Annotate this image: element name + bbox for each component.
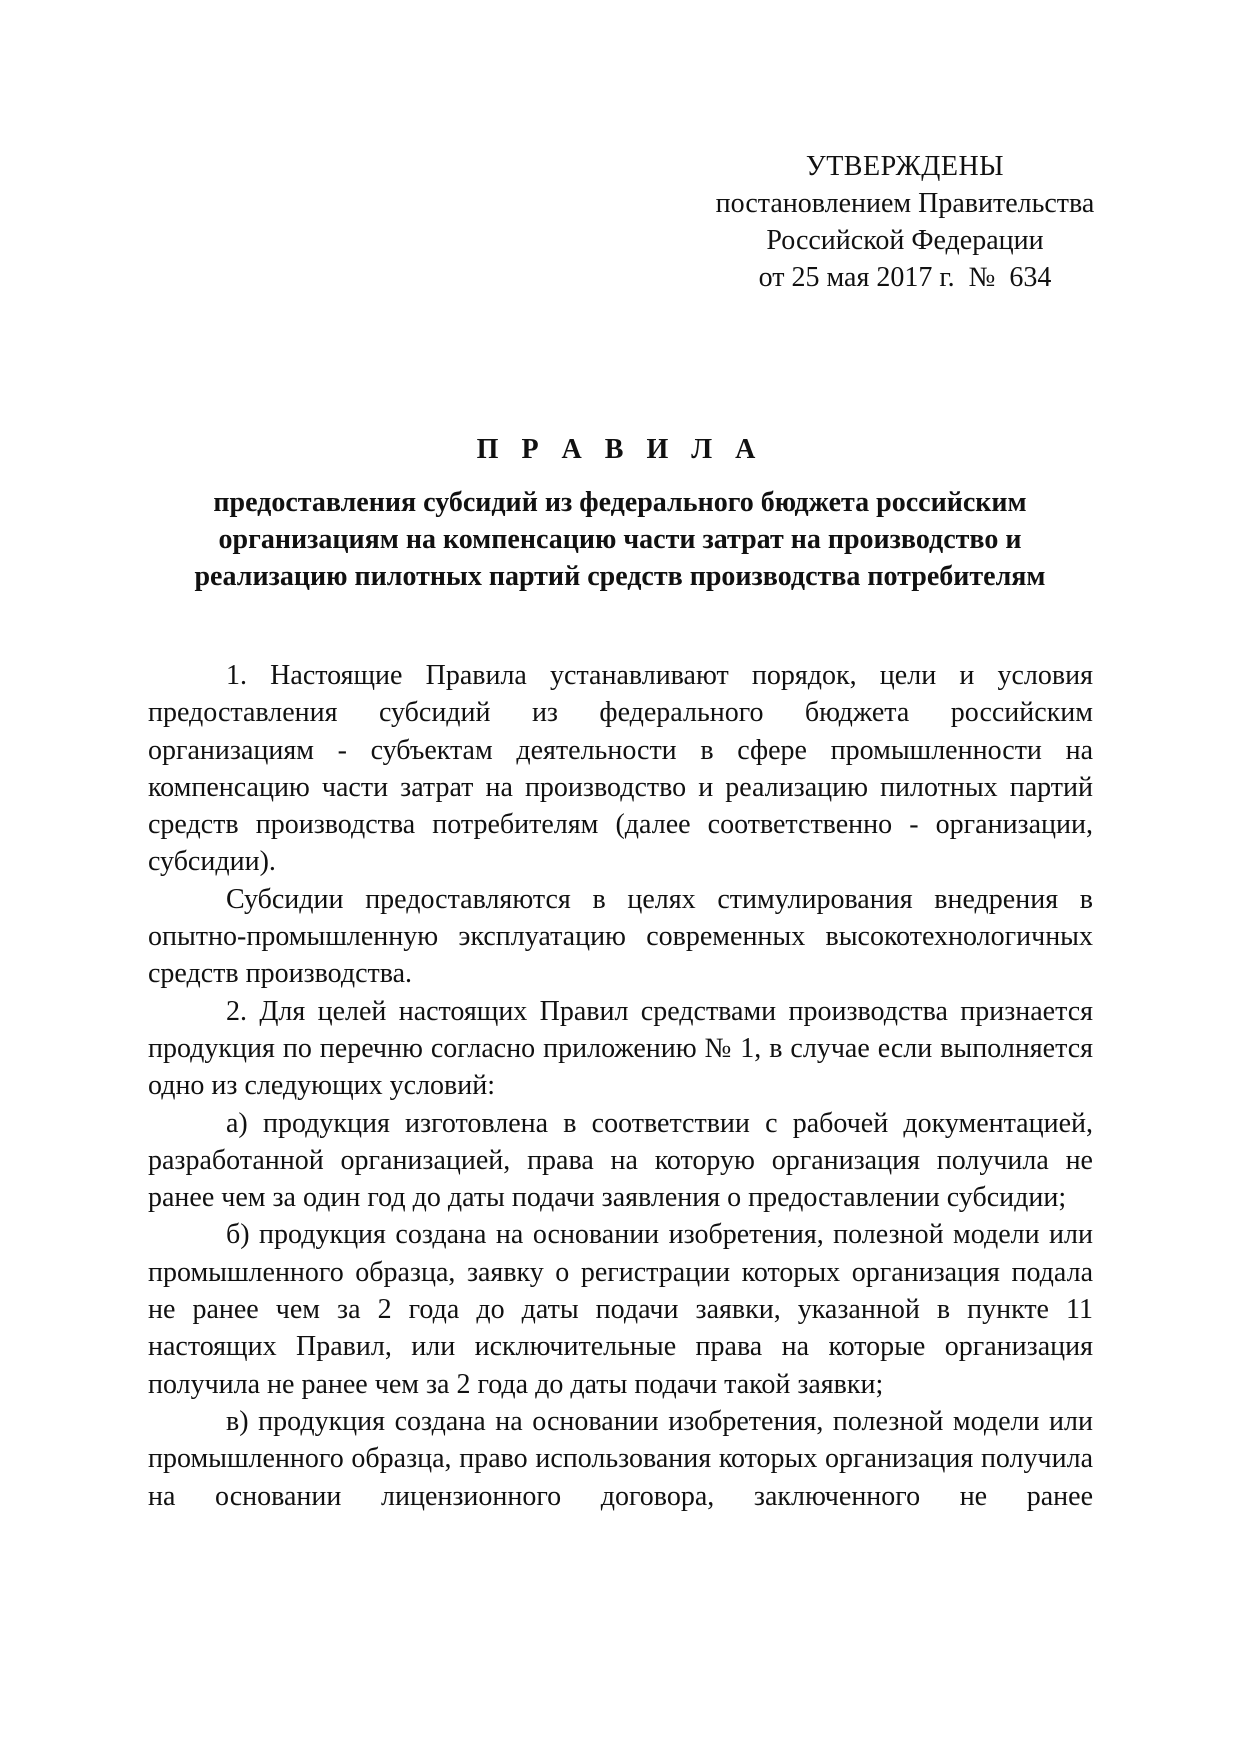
approval-date-line: от 25 мая 2017 г. № 634 — [758, 262, 1052, 293]
paragraph-item-a: а) продукция изготовлена в соответствии с рабочей документацией, разработанной организацией, права на которую организация получила не ранее чем за один год до даты подачи заявления о предоставлении субсидии; — [148, 1107, 1093, 1214]
paragraph-2: Субсидии предоставляются в целях стимулирования внедрения в опытно-промышленную эксплуатацию современных высокотехнологичных средств производства. — [148, 883, 1093, 990]
paragraph-1: 1. Настоящие Правила устанавливают порядок, цели и условия предоставления субсидий из федерального бюджета российским организациям - субъектам деятельности в сфере промышленности на компенсацию части затрат на производство и реализацию пилотных партий средств производства потребителям (далее соответственно - организации, субсидии). — [148, 660, 1093, 878]
rules-subtitle-line: реализацию пилотных партий средств производства потребителям — [194, 561, 1046, 592]
paragraph-item-v: в) продукция создана на основании изобретения, полезной модели или промышленного образца, право использования которых организация получила на основании лицензионного договора, заключенного не ранее — [148, 1405, 1093, 1512]
paragraph-3: 2. Для целей настоящих Правил средствами производства признается продукция по перечню согласно приложению № 1, в случае если выполняется одно из следующих условий: — [148, 995, 1093, 1102]
approval-stamp-block — [680, 148, 1130, 296]
rules-subtitle-line: организациям на компенсацию части затрат на производство и — [218, 524, 1022, 555]
rules-body — [148, 657, 1093, 1515]
rules-subtitle-line: предоставления субсидий из федерального бюджета российским — [213, 487, 1027, 518]
approval-title: УТВЕРЖДЕНЫ — [805, 151, 1005, 182]
approval-line-2: Российской Федерации — [766, 225, 1044, 256]
rules-subtitle — [150, 484, 1090, 595]
rules-title: П Р А В И Л А — [476, 434, 764, 465]
paragraph-item-b: б) продукция создана на основании изобретения, полезной модели или промышленного образца, заявку о регистрации которых организация подала не ранее чем за 2 года до даты подачи заявки, указанной в пункте 11 настоящих Правил, или исключительные права на которые организация получила не ранее чем за 2 года до даты подачи такой заявки; — [148, 1219, 1093, 1400]
approval-line-1: постановлением Правительства — [715, 188, 1095, 219]
